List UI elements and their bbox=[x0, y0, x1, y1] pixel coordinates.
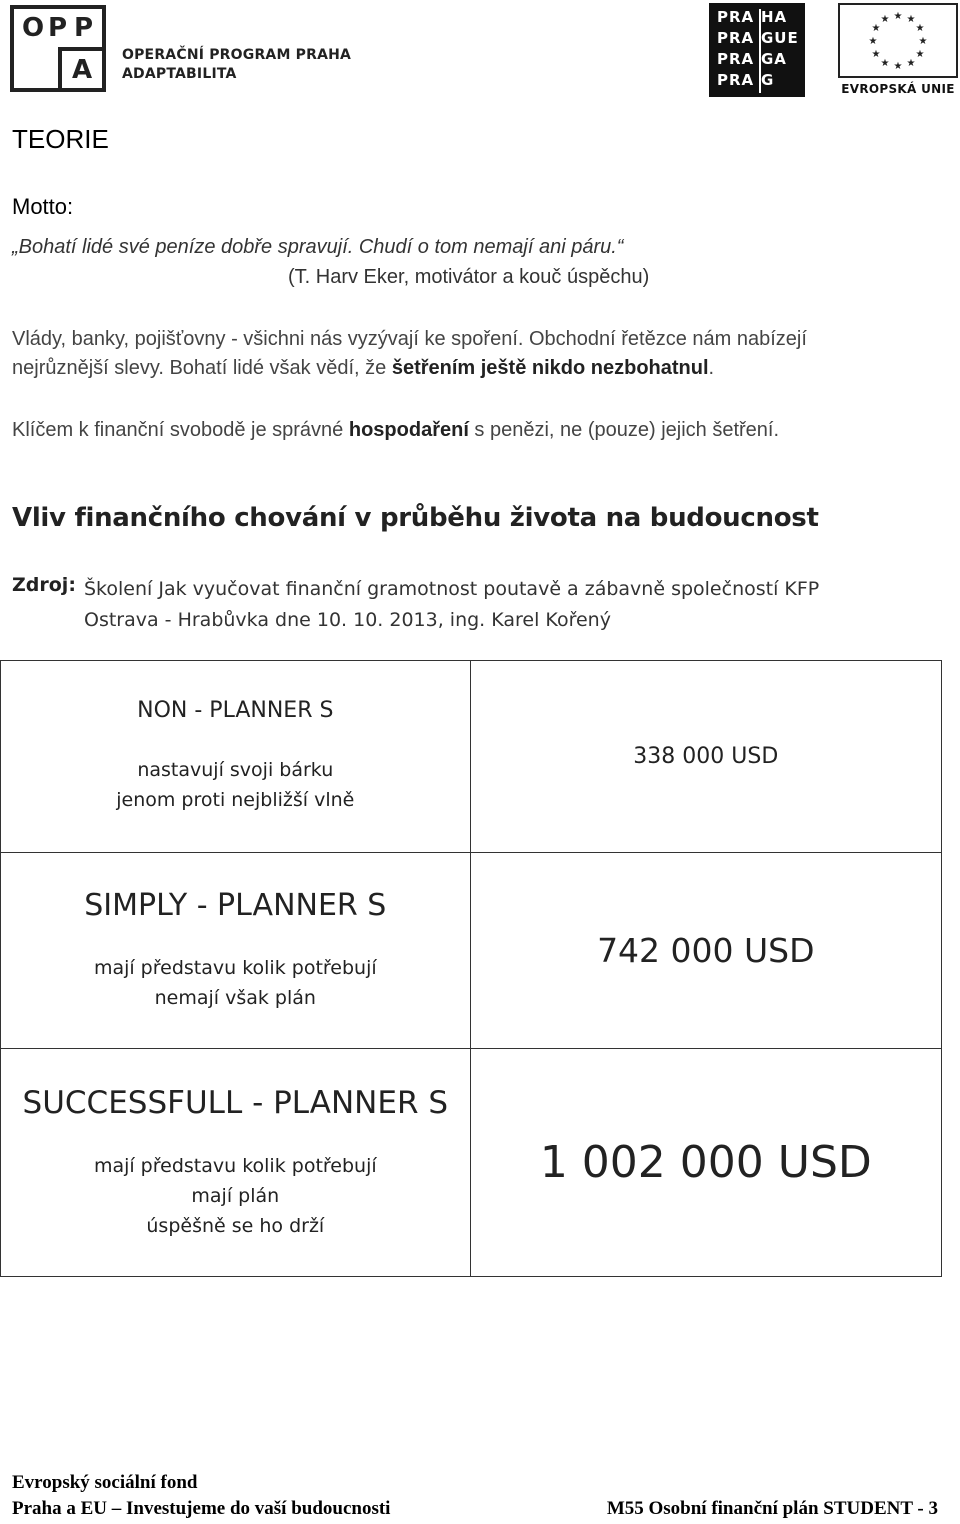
svg-text:★: ★ bbox=[871, 49, 881, 60]
oppa-letter-a: A bbox=[72, 55, 93, 85]
planner-table bbox=[0, 660, 942, 1277]
svg-text:★: ★ bbox=[906, 14, 916, 25]
key-paragraph bbox=[12, 416, 942, 445]
intro-paragraph-line2 bbox=[12, 354, 942, 383]
text-run: s penězi, ne (pouze) jejich šetření. bbox=[468, 419, 780, 441]
svg-text:★: ★ bbox=[915, 49, 925, 60]
planner-amount-cell bbox=[470, 853, 941, 1049]
table-row bbox=[1, 853, 942, 1049]
footer-slogan: Praha a EU – Investujeme do vaší budoucnosti bbox=[12, 1498, 391, 1519]
planner-description-line: mají představu kolik potřebují bbox=[93, 957, 377, 979]
motto-author: (T. Harv Eker, motivátor a kouč úspěchu) bbox=[288, 266, 650, 288]
praha-logo-text: PRA bbox=[717, 8, 755, 26]
page-title: TEORIE bbox=[12, 124, 109, 154]
table-row bbox=[1, 661, 942, 853]
svg-text:★: ★ bbox=[880, 58, 890, 69]
planner-title: SIMPLY - PLANNER S bbox=[84, 888, 387, 923]
text-run: nejrůznější slevy. Bohatí lidé však vědí, že bbox=[12, 357, 392, 379]
praha-logo-text: GUE bbox=[761, 29, 799, 47]
praha-logo bbox=[709, 3, 805, 97]
source-line2: Ostrava - Hrabůvka dne 10. 10. 2013, ing. Karel Kořený bbox=[84, 609, 611, 631]
oppa-letter-p2: P bbox=[74, 13, 94, 43]
planner-amount-cell bbox=[470, 661, 941, 853]
oppa-divider-vertical bbox=[58, 47, 62, 92]
motto-label: Motto: bbox=[12, 194, 74, 219]
praha-logo-text: PRA bbox=[717, 29, 755, 47]
oppa-program-name bbox=[122, 46, 351, 84]
planner-description-line: nemají však plán bbox=[154, 987, 316, 1009]
planner-title: SUCCESSFULL - PLANNER S bbox=[22, 1084, 449, 1121]
section-title: Vliv finančního chování v průběhu života na budoucnost bbox=[12, 503, 819, 533]
svg-text:★: ★ bbox=[918, 36, 928, 47]
footer-document-id: M55 Osobní finanční plán STUDENT - 3 bbox=[606, 1498, 938, 1519]
eu-stars-icon bbox=[840, 5, 956, 76]
oppa-letter-o: O bbox=[22, 13, 45, 43]
planner-amount: 1 002 000 USD bbox=[539, 1137, 872, 1188]
table-row bbox=[1, 1049, 942, 1277]
praha-logo-text: GA bbox=[761, 50, 787, 68]
planner-description-line: mají představu kolik potřebují bbox=[93, 1154, 377, 1177]
planner-description-line: jenom proti nejbližší vlně bbox=[116, 789, 355, 811]
eu-flag bbox=[838, 3, 958, 78]
planner-description bbox=[1, 853, 471, 1049]
svg-text:★: ★ bbox=[880, 14, 890, 25]
planner-description-line: nastavují svoji bárku bbox=[137, 759, 334, 781]
svg-text:★: ★ bbox=[893, 61, 903, 72]
planner-title: NON - PLANNER S bbox=[137, 698, 334, 723]
planner-description-line: mají plán bbox=[191, 1184, 280, 1207]
source-label: Zdroj: bbox=[12, 574, 76, 596]
footer-fund: Evropský sociální fond bbox=[12, 1472, 198, 1493]
svg-text:★: ★ bbox=[915, 23, 925, 34]
intro-paragraph-line1: Vlády, banky, pojišťovny - všichni nás vyzývají ke spoření. Obchodní řetězce nám nabízejí bbox=[12, 328, 807, 350]
svg-text:★: ★ bbox=[868, 36, 878, 47]
planner-description-line: úspěšně se ho drží bbox=[146, 1214, 325, 1237]
source-line1: Školení Jak vyučovat finanční gramotnost poutavě a zábavně společností KFP bbox=[84, 578, 820, 600]
text-run: . bbox=[708, 357, 715, 379]
planner-description bbox=[1, 661, 471, 853]
praha-logo-text: G bbox=[761, 71, 775, 89]
oppa-program-line2: ADAPTABILITA bbox=[122, 66, 237, 82]
oppa-letter-p1: P bbox=[48, 13, 68, 43]
praha-logo-text: PRA bbox=[717, 71, 755, 89]
oppa-divider-horizontal bbox=[58, 47, 106, 51]
praha-logo-text: HA bbox=[761, 8, 788, 26]
oppa-logo bbox=[10, 5, 106, 92]
planner-amount: 338 000 USD bbox=[633, 744, 779, 769]
planner-description bbox=[1, 1049, 471, 1277]
svg-text:★: ★ bbox=[871, 23, 881, 34]
planner-amount-cell bbox=[470, 1049, 941, 1277]
svg-text:★: ★ bbox=[906, 58, 916, 69]
eu-logo bbox=[838, 3, 958, 97]
bold-phrase: šetřením ještě nikdo nezbohatnul bbox=[391, 357, 709, 379]
oppa-program-line1: OPERAČNÍ PROGRAM PRAHA bbox=[122, 47, 352, 63]
bold-phrase: hospodaření bbox=[348, 419, 469, 441]
text-run: Klíčem k finanční svobodě je správné bbox=[12, 419, 349, 441]
eu-caption: EVROPSKÁ UNIE bbox=[841, 82, 955, 96]
svg-text:★: ★ bbox=[893, 11, 903, 22]
intro-paragraph bbox=[12, 325, 942, 383]
praha-logo-text: PRA bbox=[717, 50, 755, 68]
planner-amount: 742 000 USD bbox=[597, 931, 815, 970]
source-text bbox=[84, 574, 914, 636]
motto-quote: „Bohatí lidé své peníze dobře spravují. Chudí o tom nemají ani páru.“ bbox=[12, 236, 624, 258]
